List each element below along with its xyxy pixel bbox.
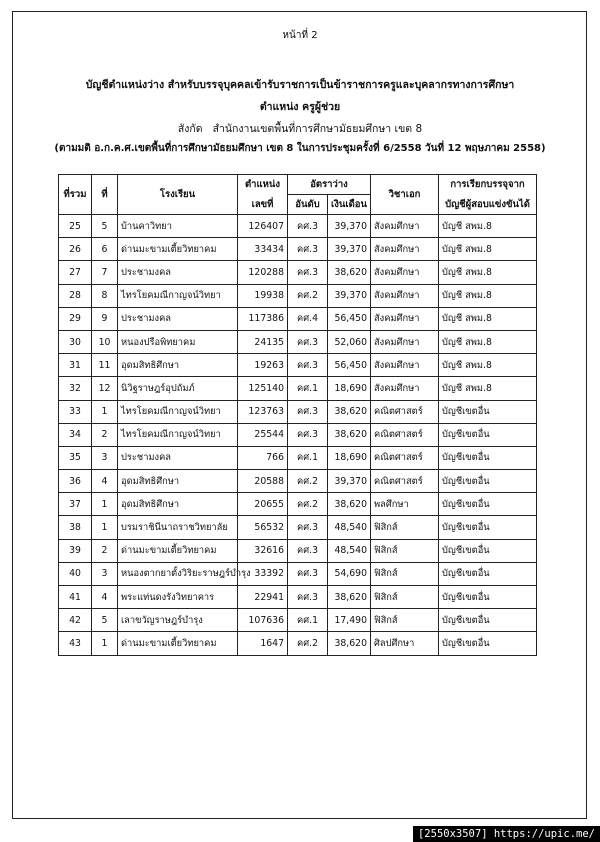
cell-no: 6	[92, 238, 118, 261]
table-row	[59, 609, 537, 632]
cell-no: 1	[92, 400, 118, 423]
table-row	[59, 284, 537, 307]
cell-school: ด่านมะขามเตี้ยวิทยาคม	[118, 539, 238, 562]
cell-major: พลศึกษา	[371, 493, 439, 516]
cell-level: คศ.3	[288, 354, 328, 377]
cell-no: 4	[92, 470, 118, 493]
table-row	[59, 354, 537, 377]
cell-major: สังคมศึกษา	[371, 307, 439, 330]
header-major: วิชาเอก	[371, 175, 439, 215]
cell-position-no: 123763	[238, 400, 288, 423]
table-row	[59, 516, 537, 539]
header-position-no-top: ตำแหน่ง	[238, 175, 288, 195]
cell-salary: 48,540	[328, 539, 371, 562]
cell-level: คศ.3	[288, 539, 328, 562]
cell-total: 41	[59, 586, 92, 609]
cell-recruit: บัญชี สพม.8	[439, 261, 537, 284]
cell-level: คศ.3	[288, 238, 328, 261]
cell-level: คศ.4	[288, 307, 328, 330]
cell-total: 32	[59, 377, 92, 400]
cell-major: คณิตศาสตร์	[371, 446, 439, 469]
cell-level: คศ.3	[288, 261, 328, 284]
affiliation-org: สำนักงานเขตพื้นที่การศึกษามัธยมศึกษา เขต 8	[212, 123, 423, 135]
cell-recruit: บัญชีเขตอื่น	[439, 516, 537, 539]
cell-total: 39	[59, 539, 92, 562]
cell-major: ฟิสิกส์	[371, 586, 439, 609]
cell-school: อุดมสิทธิศึกษา	[118, 493, 238, 516]
cell-total: 42	[59, 609, 92, 632]
cell-school: หนองตากยาตั้งวิริยะราษฎร์บำรุง	[118, 562, 238, 585]
table-row	[59, 562, 537, 585]
cell-major: สังคมศึกษา	[371, 377, 439, 400]
cell-salary: 38,620	[328, 632, 371, 655]
cell-position-no: 19938	[238, 284, 288, 307]
cell-position-no: 56532	[238, 516, 288, 539]
cell-school: บ้านคาวิทยา	[118, 215, 238, 238]
header-level: อันดับ	[288, 195, 328, 215]
cell-level: คศ.2	[288, 632, 328, 655]
cell-major: สังคมศึกษา	[371, 354, 439, 377]
cell-total: 27	[59, 261, 92, 284]
table-row	[59, 307, 537, 330]
cell-salary: 18,690	[328, 446, 371, 469]
header-no: ที่	[92, 175, 118, 215]
cell-school: ประชามงคล	[118, 261, 238, 284]
cell-level: คศ.1	[288, 446, 328, 469]
cell-no: 1	[92, 516, 118, 539]
cell-no: 5	[92, 215, 118, 238]
cell-recruit: บัญชี สพม.8	[439, 354, 537, 377]
cell-no: 4	[92, 586, 118, 609]
cell-salary: 56,450	[328, 307, 371, 330]
cell-recruit: บัญชีเขตอื่น	[439, 632, 537, 655]
cell-recruit: บัญชีเขตอื่น	[439, 400, 537, 423]
header-rate: อัตราว่าง	[288, 175, 371, 195]
cell-position-no: 117386	[238, 307, 288, 330]
cell-no: 1	[92, 493, 118, 516]
cell-recruit: บัญชีเขตอื่น	[439, 470, 537, 493]
cell-school: ไทรโยคมณีกาญจน์วิทยา	[118, 423, 238, 446]
cell-position-no: 32616	[238, 539, 288, 562]
cell-major: คณิตศาสตร์	[371, 470, 439, 493]
cell-major: สังคมศึกษา	[371, 215, 439, 238]
cell-school: นิวิฐราษฎร์อุปถัมภ์	[118, 377, 238, 400]
cell-recruit: บัญชีเขตอื่น	[439, 562, 537, 585]
cell-school: ไทรโยคมณีกาญจน์วิทยา	[118, 284, 238, 307]
cell-salary: 54,690	[328, 562, 371, 585]
cell-salary: 38,620	[328, 400, 371, 423]
cell-position-no: 107636	[238, 609, 288, 632]
cell-major: สังคมศึกษา	[371, 330, 439, 353]
cell-position-no: 25544	[238, 423, 288, 446]
cell-school: อุดมสิทธิศึกษา	[118, 354, 238, 377]
cell-school: บรมราชินีนาถราชวิทยาลัย	[118, 516, 238, 539]
cell-school: อุดมสิทธิศึกษา	[118, 470, 238, 493]
table-row	[59, 400, 537, 423]
cell-major: สังคมศึกษา	[371, 284, 439, 307]
cell-total: 34	[59, 423, 92, 446]
table-row	[59, 238, 537, 261]
table-row	[59, 377, 537, 400]
cell-school: พระแท่นดงรังวิทยาคาร	[118, 586, 238, 609]
resolution-note: (ตามมติ อ.ก.ค.ศ.เขตพื้นที่การศึกษามัธยมศึกษา เขต 8 ในการประชุมครั้งที่ 6/2558 วันที่ 12 พฤษภาคม 2558)	[54, 143, 546, 154]
cell-level: คศ.2	[288, 493, 328, 516]
header-salary: เงินเดือน	[328, 195, 371, 215]
cell-total: 30	[59, 330, 92, 353]
cell-total: 38	[59, 516, 92, 539]
cell-major: ฟิสิกส์	[371, 609, 439, 632]
page-number: หน้าที่ 2	[282, 30, 318, 41]
cell-recruit: บัญชีเขตอื่น	[439, 539, 537, 562]
cell-total: 36	[59, 470, 92, 493]
table-row	[59, 330, 537, 353]
cell-major: สังคมศึกษา	[371, 261, 439, 284]
cell-position-no: 120288	[238, 261, 288, 284]
cell-position-no: 24135	[238, 330, 288, 353]
cell-school: ไทรโยคมณีกาญจน์วิทยา	[118, 400, 238, 423]
cell-level: คศ.3	[288, 215, 328, 238]
cell-no: 9	[92, 307, 118, 330]
table-row	[59, 446, 537, 469]
header-recruit-bottom: บัญชีผู้สอบแข่งขันได้	[439, 195, 537, 215]
cell-salary: 39,370	[328, 284, 371, 307]
cell-level: คศ.3	[288, 562, 328, 585]
table-row	[59, 423, 537, 446]
affiliation-line	[0, 120, 600, 137]
cell-position-no: 33392	[238, 562, 288, 585]
header-position-no-bottom: เลขที่	[238, 195, 288, 215]
table-row	[59, 586, 537, 609]
document-title: บัญชีตำแหน่งว่าง สำหรับบรรจุบุคคลเข้ารับราชการเป็นข้าราชการครูและบุคลากรทางการศึกษา	[85, 79, 515, 91]
cell-major: ฟิสิกส์	[371, 516, 439, 539]
cell-salary: 38,620	[328, 493, 371, 516]
cell-total: 26	[59, 238, 92, 261]
cell-salary: 39,370	[328, 238, 371, 261]
cell-position-no: 20655	[238, 493, 288, 516]
cell-level: คศ.3	[288, 516, 328, 539]
cell-major: ศิลปศึกษา	[371, 632, 439, 655]
cell-no: 2	[92, 539, 118, 562]
table-row	[59, 632, 537, 655]
cell-position-no: 1647	[238, 632, 288, 655]
cell-major: คณิตศาสตร์	[371, 423, 439, 446]
cell-recruit: บัญชีเขตอื่น	[439, 446, 537, 469]
cell-total: 40	[59, 562, 92, 585]
cell-level: คศ.2	[288, 284, 328, 307]
cell-total: 31	[59, 354, 92, 377]
cell-level: คศ.3	[288, 586, 328, 609]
cell-recruit: บัญชีเขตอื่น	[439, 586, 537, 609]
cell-total: 28	[59, 284, 92, 307]
cell-no: 8	[92, 284, 118, 307]
cell-major: ฟิสิกส์	[371, 562, 439, 585]
cell-salary: 56,450	[328, 354, 371, 377]
image-source-tag: [2550x3507] https://upic.me/	[413, 826, 600, 842]
cell-recruit: บัญชีเขตอื่น	[439, 423, 537, 446]
cell-salary: 38,620	[328, 261, 371, 284]
cell-school: ด่านมะขามเตี้ยวิทยาคม	[118, 238, 238, 261]
cell-total: 43	[59, 632, 92, 655]
cell-recruit: บัญชี สพม.8	[439, 377, 537, 400]
cell-total: 37	[59, 493, 92, 516]
cell-position-no: 766	[238, 446, 288, 469]
cell-salary: 39,370	[328, 215, 371, 238]
cell-position-no: 19263	[238, 354, 288, 377]
header-school: โรงเรียน	[118, 175, 238, 215]
cell-salary: 52,060	[328, 330, 371, 353]
cell-no: 2	[92, 423, 118, 446]
cell-no: 3	[92, 446, 118, 469]
table-header-row	[59, 175, 537, 195]
table-row	[59, 493, 537, 516]
cell-no: 1	[92, 632, 118, 655]
cell-position-no: 125140	[238, 377, 288, 400]
cell-level: คศ.1	[288, 377, 328, 400]
cell-major: คณิตศาสตร์	[371, 400, 439, 423]
cell-no: 3	[92, 562, 118, 585]
header-total: ที่รวม	[59, 175, 92, 215]
cell-no: 7	[92, 261, 118, 284]
cell-position-no: 126407	[238, 215, 288, 238]
cell-position-no: 22941	[238, 586, 288, 609]
cell-level: คศ.3	[288, 400, 328, 423]
cell-recruit: บัญชี สพม.8	[439, 330, 537, 353]
table-row	[59, 539, 537, 562]
table-row	[59, 470, 537, 493]
cell-recruit: บัญชีเขตอื่น	[439, 493, 537, 516]
table-row	[59, 215, 537, 238]
cell-recruit: บัญชี สพม.8	[439, 307, 537, 330]
cell-school: ประชามงคล	[118, 307, 238, 330]
cell-level: คศ.3	[288, 423, 328, 446]
cell-total: 25	[59, 215, 92, 238]
cell-recruit: บัญชีเขตอื่น	[439, 609, 537, 632]
cell-no: 12	[92, 377, 118, 400]
cell-school: ด่านมะขามเตี้ยวิทยาคม	[118, 632, 238, 655]
table-row	[59, 261, 537, 284]
cell-major: สังคมศึกษา	[371, 238, 439, 261]
cell-level: คศ.3	[288, 330, 328, 353]
affiliation-prefix: สังกัด	[177, 123, 203, 135]
cell-no: 11	[92, 354, 118, 377]
cell-total: 35	[59, 446, 92, 469]
cell-salary: 18,690	[328, 377, 371, 400]
cell-no: 10	[92, 330, 118, 353]
cell-total: 29	[59, 307, 92, 330]
position-title: ตำแหน่ง ครูผู้ช่วย	[259, 101, 341, 113]
cell-recruit: บัญชี สพม.8	[439, 284, 537, 307]
header-recruit-top: การเรียกบรรจุจาก	[439, 175, 537, 195]
vacancy-table	[58, 174, 537, 656]
cell-salary: 38,620	[328, 423, 371, 446]
cell-school: ประชามงคล	[118, 446, 238, 469]
cell-major: ฟิสิกส์	[371, 539, 439, 562]
cell-recruit: บัญชี สพม.8	[439, 238, 537, 261]
cell-salary: 38,620	[328, 586, 371, 609]
cell-school: เลาขวัญราษฎร์บำรุง	[118, 609, 238, 632]
cell-salary: 17,490	[328, 609, 371, 632]
cell-position-no: 20588	[238, 470, 288, 493]
cell-school: หนองปรือพิทยาคม	[118, 330, 238, 353]
cell-salary: 48,540	[328, 516, 371, 539]
cell-level: คศ.1	[288, 609, 328, 632]
cell-position-no: 33434	[238, 238, 288, 261]
cell-total: 33	[59, 400, 92, 423]
cell-recruit: บัญชี สพม.8	[439, 215, 537, 238]
cell-level: คศ.2	[288, 470, 328, 493]
cell-no: 5	[92, 609, 118, 632]
cell-salary: 39,370	[328, 470, 371, 493]
